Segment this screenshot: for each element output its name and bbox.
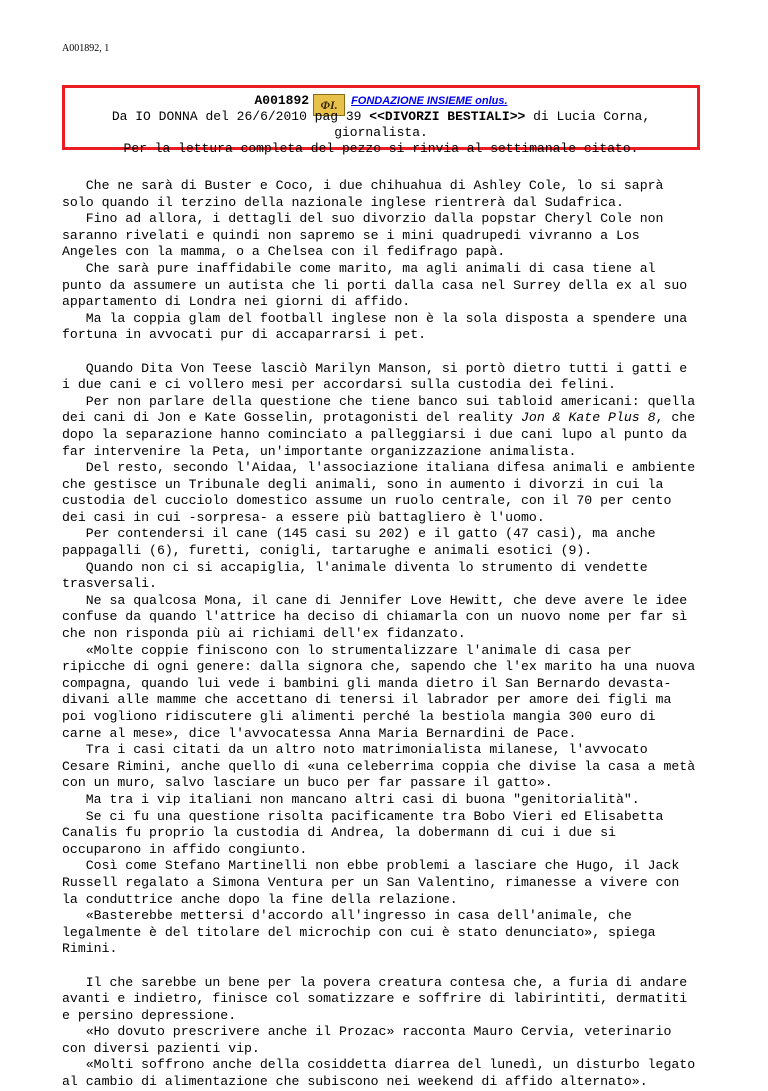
article-line-text: «Basterebbe mettersi d'accordo all'ingresso in casa dell'animale, che [62,908,632,924]
document-code: A001892 [254,93,310,108]
article-line [62,626,722,643]
article-line-text: appartamento di Londra nei giorni di affido. [62,294,411,310]
article-line-text: poi vogliono ridiscutere gli alimenti perché la bestiola mangia 300 euro di [62,709,656,724]
article-line [62,178,722,195]
article-line-text: confuse da quando l'attrice ha deciso di chiamarla con un nuovo nome per far sì [62,609,688,625]
article-line [62,643,722,660]
article-line-text: far intervenire la Peta, un'importante organizzazione animalista. [62,443,577,459]
header-line-1 [65,93,697,112]
article-line [62,709,722,726]
article-line-text: «Molti soffrono anche della cosiddetta diarrea del lunedì, un disturbo legato [62,1057,696,1073]
article-line [62,1057,722,1074]
article-line-text: Ne sa qualcosa Mona, il cane di Jennifer Love Hewitt, che deve avere le idee [62,592,688,608]
article-line-text: Che sarà pure inaffidabile come marito, ma agli animali di casa tiene al [62,260,656,276]
article-line-text: Tra i casi citati da un altro noto matrimonialista milanese, l'avvocato [62,742,648,758]
article-line [62,493,722,510]
article-line-text: Ma tra i vip italiani non mancano altri casi di buona "genitorialità". [62,791,640,807]
article-line-text: ripicche di ogni genere: dalla signora che, sapendo che l'ex marito ha una nuova [62,659,696,675]
article-line-text: Quando Dita Von Teese lasciò Marilyn Manson, si portò dietro tutti i gatti e [62,360,688,376]
article-line-text: solo quando il terzino della nazionale inglese rientrerà dal Sudafrica. [62,194,624,210]
article-line-text: Rimini. [62,941,118,957]
article-line [62,294,722,311]
article-line-text: con un muro, salvo lasciare un buco per far passare il gatto». [62,775,553,791]
foundation-link[interactable]: FONDAZIONE INSIEME onlus. [351,95,508,107]
article-line [62,1074,722,1091]
article-line-text: pappagalli (6), furetti, conigli, tartarughe e animali esotici (9). [62,543,593,559]
article-line [62,1008,722,1025]
article-line [62,526,722,543]
article-line [62,244,722,261]
article-line [62,377,722,394]
article-line-text: saranno rivelati e quindi non sapremo se i mini quadrupedi vivranno a Los [62,227,640,243]
article-line [62,427,722,444]
article-line-text: Cesare Rimini, anche quello di «una celeberrima coppia che divise la casa a metà [62,758,696,774]
article-line-text: custodia del cucciolo domestico assume un ruolo centrale, con il 70 per cento [62,493,672,509]
article-line [62,394,722,411]
article-line [62,809,722,826]
article-line-text: i due cani e ci vollero mesi per accordarsi sulla custodia dei felini. [62,377,616,393]
article-line-text: punto da assumere un autista che li porti dalla casa nel Surrey della ex al suo [62,277,688,293]
article-line [62,759,722,776]
article-line [62,261,722,278]
article-line-text: con diversi pazienti vip. [62,1040,260,1056]
article-line-text: Per non parlare della questione che tiene banco sui tabloid americani: quella [62,393,696,409]
article-line-text: «Molte coppie finiscono con lo strumentalizzare l'animale di casa per [62,642,632,658]
article-line [62,361,722,378]
article-line-text: Il che sarebbe un bene per la povera creatura contesa che, a furia di andare [62,974,688,990]
article-line [62,726,722,743]
article-line [62,659,722,676]
article-line [62,1024,722,1041]
article-line [62,775,722,792]
article-line-text: Così come Stefano Martinelli non ebbe problemi a lasciare che Hugo, il Jack [62,858,680,874]
article-line-text: Canalis fu proprio la custodia di Andrea, la dobermann di cui i due si [62,825,616,841]
article-line [62,842,722,859]
article-line [62,195,722,212]
header-line-3: giornalista. [334,125,428,140]
article-line [62,692,722,709]
paragraph-gap [62,958,722,975]
article-line [62,792,722,809]
article-line [62,576,722,593]
article-line-text: al cambio di alimentazione che subiscono nei weekend di affido alternato». [62,1074,648,1090]
article-line [62,477,722,494]
article-line [62,892,722,909]
article-line [62,975,722,992]
article-line [62,676,722,693]
article-line-text: la conduttrice anche dopo la fine della relazione. [62,891,458,907]
header-line-2 [65,109,697,125]
article-line-text: e persino depressione. [62,1007,237,1023]
article-line [62,560,722,577]
article-line-text: Quando non ci si accapiglia, l'animale diventa lo strumento di vendette [62,559,648,575]
article-line-text: che gestisce un Tribunale degli animali, sono in aumento i divorzi in cui la [62,476,664,492]
article-line-text: dei casi in cui -sorpresa- a essere più battagliero è l'uomo. [62,509,545,525]
article-line [62,460,722,477]
article-line [62,609,722,626]
article-line-text: Russell regalato a Simona Ventura per un San Valentino, rimanesse a vivere con [62,874,680,890]
article-line-text: fortuna in avvocati pur di accaparrarsi i pet. [62,327,427,343]
article-line [62,278,722,295]
article-title: <<DIVORZI BESTIALI>> [369,109,526,124]
article-line-text: occuparono in affido congiunto. [62,841,308,857]
paragraph-gap [62,344,722,361]
article-line [62,543,722,560]
article-line [62,825,722,842]
article-line-text: compagna, quando lui vede i bambini gli manda dietro il San Bernardo devasta- [62,675,672,691]
article-line-text: dopo la separazione hanno cominciato a palleggiarsi i due cani lupo al punto da [62,426,688,442]
article-line [62,742,722,759]
foundation-logo-icon[interactable]: ΦI. [313,94,345,116]
article-line [62,1041,722,1058]
article-line [62,858,722,875]
article-line-text: Ma la coppia glam del football inglese non è la sola disposta a spendere una [62,310,688,326]
author-text: di Lucia Corna, [525,109,651,124]
header-line-4: Per la lettura completa del pezzo si rinvia al settimanale citato. [123,141,639,156]
article-body [62,178,722,1091]
article-line [62,410,722,427]
article-line-text: «Ho dovuto prescrivere anche il Prozac» racconta Mauro Cervia, veterinario [62,1024,672,1040]
article-line-text: Che ne sarà di Buster e Coco, i due chihuahua di Ashley Cole, lo si saprà [62,178,664,193]
article-line [62,211,722,228]
article-line-text: dei cani di Jon e Kate Gosselin, protagonisti del reality [62,410,521,426]
article-line [62,444,722,461]
article-line-text: legalmente è del titolare del microchip con cui è stato denunciato», spiega [62,924,656,940]
article-line-text: Del resto, secondo l'Aidaa, l'associazione italiana difesa animali e ambiente [62,460,696,476]
article-line [62,941,722,958]
article-line-text: carne al mese», dice l'avvocatessa Anna Maria Bernardini de Pace. [62,725,577,741]
article-line [62,228,722,245]
article-line-text: trasversali. [62,576,157,592]
article-line [62,593,722,610]
article-line [62,510,722,527]
article-line [62,875,722,892]
article-line-text: che non risponda più ai richiami dell'ex fidanzato. [62,626,466,642]
article-line-text: divani alle mamme che accettano di tenersi il labrador per amore dei figli ma [62,692,672,708]
show-title: Jon & Kate Plus 8 [521,410,656,426]
article-line-text: Fino ad allora, i dettagli del suo divorzio dalla popstar Cheryl Cole non [62,211,664,227]
article-line-text: Angeles con la mamma, o a Chelsea con il fedifrago papà. [62,244,506,260]
header-box [62,85,700,156]
article-line [62,908,722,925]
article-line [62,925,722,942]
running-header: A001892, 1 [62,43,110,54]
article-line-text: avanti e indietro, finisce col somatizzare e soffrire di labirintiti, dermatiti [62,991,688,1007]
article-line [62,311,722,328]
source-text: Da IO DONNA del 26/6/2010 pag 39 [111,109,370,124]
article-line-text: Per contendersi il cane (145 casi su 202) e il gatto (47 casi), ma anche [62,526,656,542]
article-line-text: Se ci fu una questione risolta pacificamente tra Bobo Vieri ed Elisabetta [62,808,664,824]
article-line [62,327,722,344]
article-line-text: , che [655,410,696,426]
